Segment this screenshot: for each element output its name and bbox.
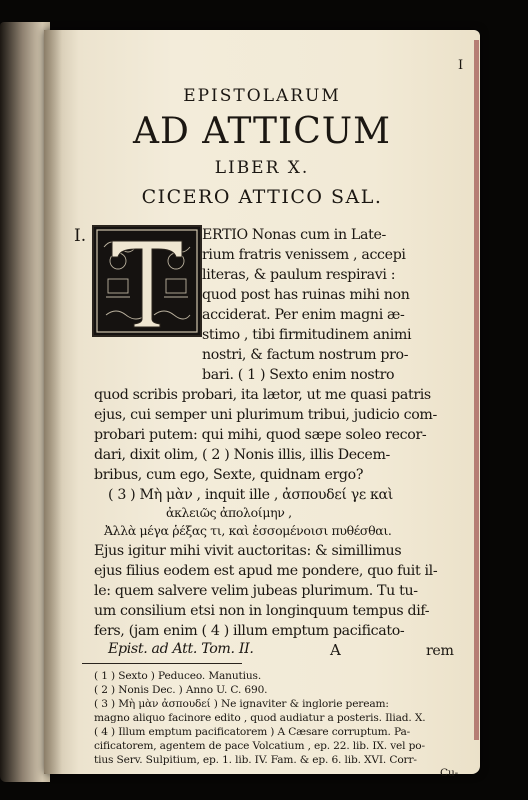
signature-letter: A — [330, 641, 341, 659]
body-line: quod post has ruinas mihi non — [202, 287, 410, 303]
body-line: probari putem: qui mihi, quod sæpe soleo recor- — [94, 427, 427, 443]
body-line: bribus, cum ego, Sexte, quidnam ergo? — [94, 467, 364, 483]
footnote-line: cificatorem, agentem de pace Volcatium , ep. 22. lib. IX. vel po- — [94, 740, 425, 752]
footnote-rule — [82, 663, 242, 664]
catchword: rem — [426, 643, 454, 659]
salutation: CICERO ATTICO SAL. — [141, 186, 383, 208]
greek-quote-line: Ἀλλὰ μέγα ῥέξας τι, καὶ ἐσσομένοισι πυθέσθαι. — [104, 523, 392, 538]
header-epistolarum: EPISTOLARUM — [183, 86, 341, 106]
body-line: literas, & paulum respiravi : — [202, 267, 396, 283]
page-gutter-shadow — [44, 30, 62, 774]
signature-line: Epist. ad Att. Tom. II. — [108, 641, 254, 657]
footnote-line: ( 1 ) Sexto ) Peduceo. Manutius. — [94, 670, 262, 682]
body-line: bari. ( 1 ) Sexto enim nostro — [202, 367, 395, 383]
greek-quote-line: ἀκλειῶς ἀπολοίμην , — [166, 505, 292, 520]
body-line: ejus filius eodem est apud me pondere, quo fuit il- — [94, 563, 438, 579]
body-line: rium fratris venissem , accepi — [202, 247, 406, 263]
footnote-line: ( 3 ) Μὴ μὰν ἀσπουδεί ) Ne ignaviter & inglorie peream: — [94, 698, 389, 710]
body-line: acciderat. Per enim magni æ- — [202, 307, 405, 323]
body-line: um consilium etsi non in longinquum tempus dif- — [94, 603, 430, 619]
initial-t-illustration — [94, 227, 200, 335]
left-page-edge — [0, 22, 50, 782]
header-liber: LIBER X. — [214, 158, 310, 178]
body-line: ejus, cui semper uni plurimum tribui, judicio com- — [94, 407, 437, 423]
body-line: Ejus igitur mihi vivit auctoritas: & simillimus — [94, 543, 402, 559]
footnote-line: ( 2 ) Nonis Dec. ) Anno U. C. 690. — [94, 684, 268, 696]
footnote-catchword: Cu- — [440, 767, 459, 779]
body-line: dari, dixit olim, ( 2 ) Nonis illis, illis Decem- — [94, 447, 390, 463]
body-line: ERTIO Nonas cum in Late- — [202, 227, 386, 243]
footnote-line: ( 4 ) Illum emptum pacificatorem ) A Cæsare corruptum. Pa- — [94, 726, 411, 738]
footnote-line: tius Serv. Sulpitium, ep. 1. lib. IV. Fam. & ep. 6. lib. XVI. Corr- — [94, 754, 417, 766]
decorative-initial-t — [92, 225, 202, 337]
body-line: stimo , tibi firmitudinem animi — [202, 327, 412, 343]
body-line: quod scribis probari, ita lætor, ut me quasi patris — [94, 387, 431, 403]
body-line: le: quem salvere velim jubeas plurimum. Tu tu- — [94, 583, 418, 599]
folio-number: I — [458, 58, 464, 73]
footnote-line: magno aliquo facinore edito , quod audiatur a posteris. Iliad. X. — [94, 712, 426, 724]
body-line: nostri, & factum nostrum pro- — [202, 347, 409, 363]
red-page-edge — [474, 40, 479, 740]
header-ad-atticum: AD ATTICUM — [133, 111, 391, 152]
greek-quote-line: ( 3 ) Μὴ μὰν , inquit ille , ἀσπουδεί γε καὶ — [108, 487, 393, 503]
epistle-number: I. — [74, 226, 87, 246]
body-line: fers, (jam enim ( 4 ) illum emptum pacificato- — [94, 623, 405, 639]
